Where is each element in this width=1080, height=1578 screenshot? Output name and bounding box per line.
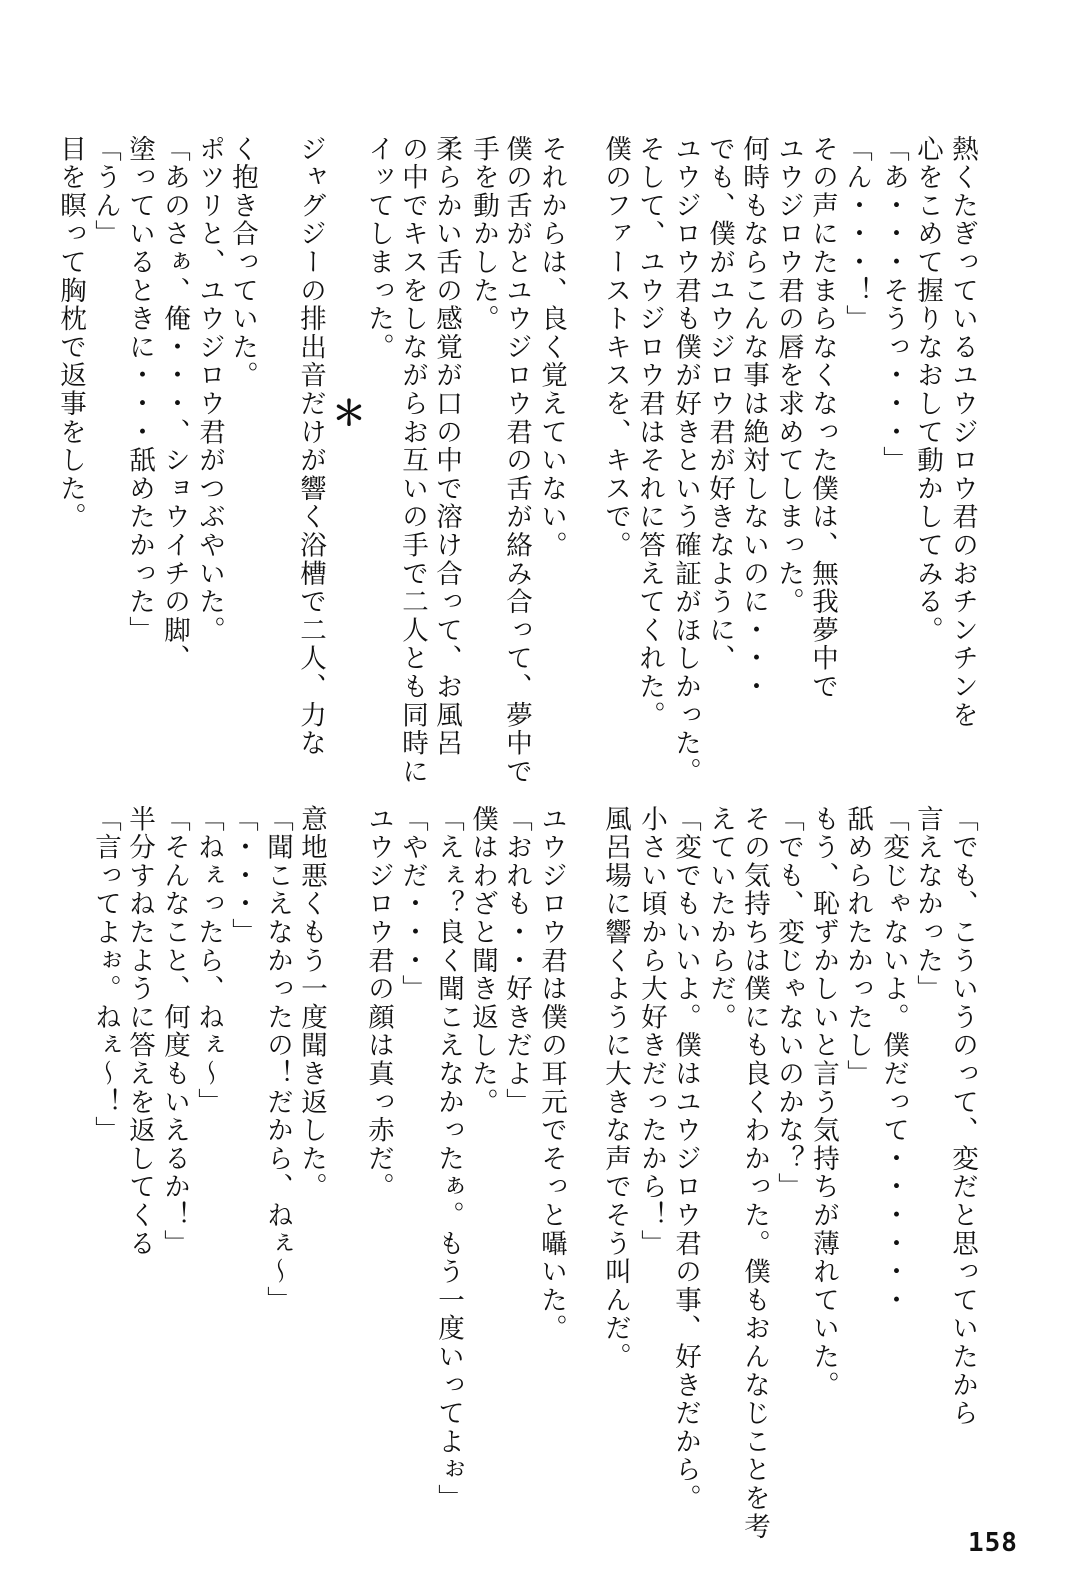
upper-text-line-17: イッてしまった。 xyxy=(363,135,394,362)
lower-text-line-1: 「でも、こういうのって、変だと思っていたから xyxy=(947,805,978,1428)
lower-text-line-4: 舐められたかったし」 xyxy=(842,805,873,1088)
lower-text-line-19: 「聞こえなかったの！だから、ねぇ～」 xyxy=(262,805,293,1315)
lower-text-line-13: 「おれも・・好きだよ」 xyxy=(501,805,532,1117)
upper-text-line-18: ジャグジーの排出音だけが響く浴槽で二人、力な xyxy=(295,135,326,758)
upper-text-line-24: 目を瞑って胸枕で返事をした。 xyxy=(55,135,86,532)
lower-text-line-22: 「そんなこと、何度もいえるか！」 xyxy=(159,805,190,1258)
upper-text-line-8: でも、僕がユウジロウ君が好きなように、 xyxy=(704,135,735,673)
lower-text-line-15: 「えぇ？良く聞こえなかったぁ。もう一度いってよぉ」 xyxy=(433,805,464,1513)
upper-text-line-11: 僕のファーストキスを、キスで。 xyxy=(600,135,631,560)
upper-text-line-4: 「ん・・・！」 xyxy=(841,135,872,334)
lower-text-line-2: 言えなかった」 xyxy=(912,805,943,1004)
upper-text-line-16: の中でキスをしながらお互いの手で二人とも同時に xyxy=(397,135,428,786)
page-number: 158 xyxy=(968,1528,1018,1558)
lower-text-line-21: 「ねぇったら、ねぇ～」 xyxy=(193,805,224,1117)
upper-text-line-14: 手を動かした。 xyxy=(468,135,499,334)
upper-text-line-19: く抱き合っていた。 xyxy=(227,135,258,390)
upper-text-line-5: その声にたまらなくなった僕は、無我夢中で xyxy=(807,135,838,701)
upper-text-line-21: 「あのさぁ、俺・・・、ショウイチの脚、 xyxy=(159,135,190,673)
upper-text-line-15: 柔らかい舌の感覚が口の中で溶け合って、お風呂 xyxy=(431,135,462,758)
lower-text-line-24: 「言ってよぉ。ねぇ～！」 xyxy=(90,805,121,1145)
upper-text-line-1: 熱くたぎっているユウジロウ君のおチンチンを xyxy=(947,135,978,730)
lower-text-line-3: 「変じゃないよ。僕だって・・・・・・ xyxy=(878,805,909,1315)
upper-text-line-12: それからは、良く覚えていない。 xyxy=(536,135,567,560)
upper-text-line-3: 「あ・・・そうっ・・・」 xyxy=(878,135,909,475)
lower-text-line-16: 「やだ・・・」 xyxy=(397,805,428,1004)
upper-text-line-7: 何時もならこんな事は絶対しないのに・・・ xyxy=(738,135,769,701)
upper-text-line-23: 「うん」 xyxy=(90,135,121,249)
lower-text-line-11: 風呂場に響くように大きな声でそう叫んだ。 xyxy=(600,805,631,1371)
lower-text-line-10: 小さい頃から大好きだったから！」 xyxy=(636,805,667,1258)
lower-text-line-8: えていたからだ。 xyxy=(705,805,736,1032)
upper-text-line-20: ポツリと、ユウジロウ君がつぶやいた。 xyxy=(194,135,225,645)
scene-break-asterisk: ＊ xyxy=(332,394,366,434)
lower-text-line-23: 半分すねたように答えを返してくる xyxy=(124,805,155,1258)
lower-text-line-18: 意地悪くもう一度聞き返した。 xyxy=(296,805,327,1202)
upper-text-line-10: そして、ユウジロウ君はそれに答えてくれた。 xyxy=(634,135,665,730)
upper-text-line-6: ユウジロウ君の唇を求めてしまった。 xyxy=(773,135,804,617)
lower-text-line-12: ユウジロウ君は僕の耳元でそっと囁いた。 xyxy=(536,805,567,1343)
lower-text-line-20: 「・・・」 xyxy=(227,805,258,947)
upper-text-line-2: 心をこめて握りなおして動かしてみる。 xyxy=(912,135,943,645)
lower-text-line-7: その気持ちは僕にも良くわかった。僕もおんなじことを考 xyxy=(739,805,770,1541)
upper-text-line-9: ユウジロウ君も僕が好きという確証がほしかった。 xyxy=(670,135,701,786)
lower-text-line-14: 僕はわざと聞き返した。 xyxy=(467,805,498,1117)
lower-text-line-9: 「変でもいいよ。僕はユウジロウ君の事、好きだから。 xyxy=(670,805,701,1513)
lower-text-line-17: ユウジロウ君の顔は真っ赤だ。 xyxy=(363,805,394,1202)
lower-text-line-5: もう、恥ずかしいと言う気持ちが薄れていた。 xyxy=(808,805,839,1400)
lower-text-line-6: 「でも、変じゃないのかな？」 xyxy=(773,805,804,1202)
upper-text-line-22: 塗っているときに・・・舐めたかった」 xyxy=(124,135,155,645)
upper-text-line-13: 僕の舌がとユウジロウ君の舌が絡み合って、夢中で xyxy=(501,135,532,786)
